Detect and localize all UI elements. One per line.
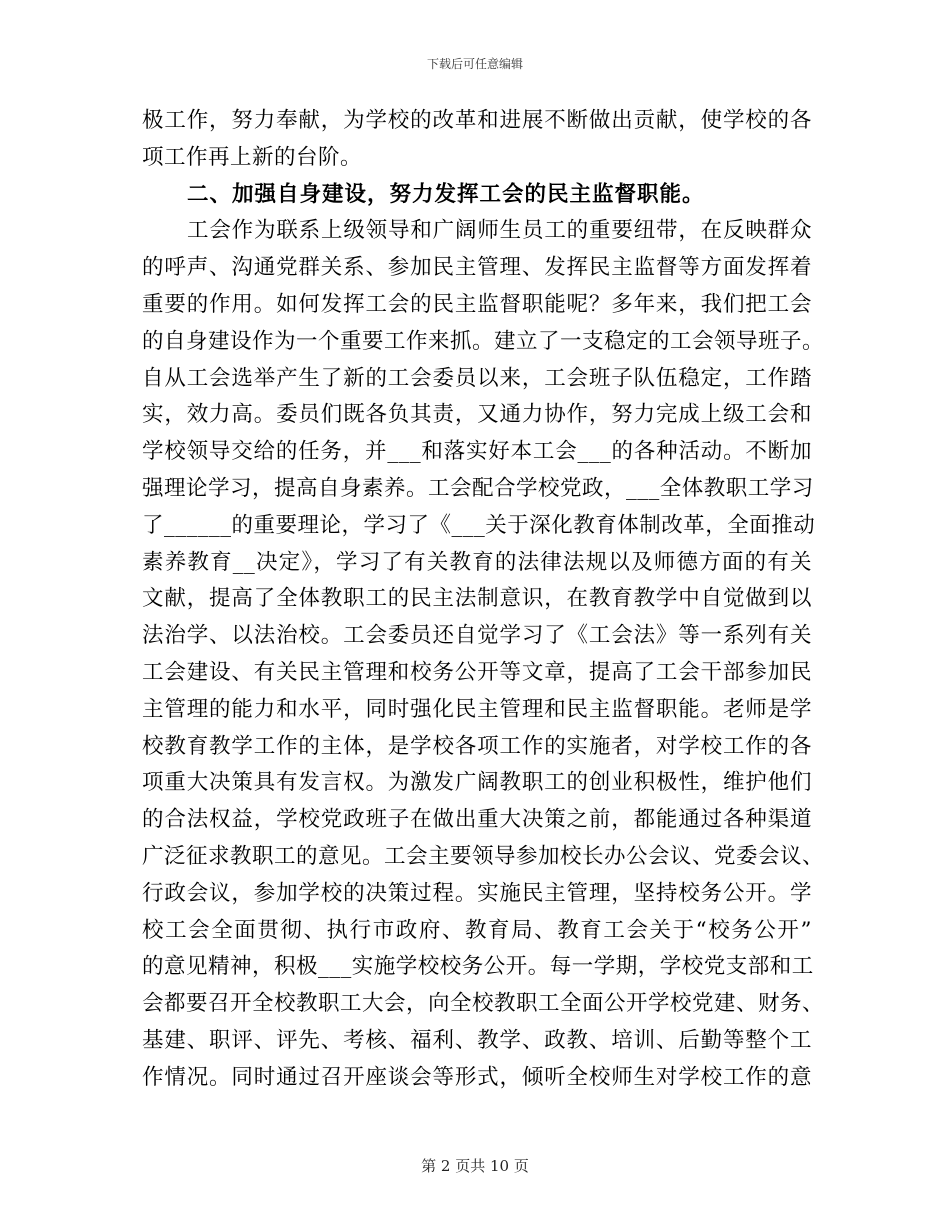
paragraph-line: 的自身建设作为一个重要工作来抓。建立了一支稳定的工会领导班子。	[142, 328, 825, 354]
paragraph-line: 行政会议，参加学校的决策过程。实施民主管理，坚持校务公开。学	[142, 880, 812, 906]
page-header: 下载后可任意编辑	[426, 57, 523, 71]
paragraph-line: 工会建设、有关民主管理和校务公开等文章，提高了工会干部参加民	[142, 659, 812, 685]
paragraph-line: 主管理的能力和水平，同时强化民主管理和民主监督职能。老师是学	[142, 696, 812, 722]
paragraph-line: 素养教育__决定》，学习了有关教育的法律法规以及师德方面的有关	[142, 549, 812, 575]
paragraph-line: 校教育教学工作的主体，是学校各项工作的实施者，对学校工作的各	[142, 733, 812, 759]
paragraph-line: 广泛征求教职工的意见。工会主要领导参加校长办公会议、党委会议、	[142, 843, 825, 869]
paragraph-line: 的呼声、沟通党群关系、参加民主管理、发挥民主监督等方面发挥着	[142, 255, 812, 281]
paragraph-line: 文献，提高了全体教职工的民主法制意识，在教育教学中自觉做到以	[142, 586, 812, 612]
paragraph-line: 校工会全面贯彻、执行市政府、教育局、教育工会关于“校务公开”	[142, 917, 812, 943]
continuation-line: 项工作再上新的台阶。	[142, 144, 363, 170]
paragraph-line: 作情况。同时通过召开座谈会等形式，倾听全校师生对学校工作的意	[142, 1064, 812, 1090]
section-heading: 二、加强自身建设，努力发挥工会的民主监督职能。	[187, 181, 705, 207]
paragraph-line: 实，效力高。委员们既各负其责，又通力协作，努力完成上级工会和	[142, 402, 812, 428]
paragraph-line: 重要的作用。如何发挥工会的民主监督职能呢？多年来，我们把工会	[142, 291, 812, 317]
continuation-line: 极工作，努力奉献，为学校的改革和进展不断做出贡献，使学校的各	[142, 108, 812, 133]
paragraph-line: 的合法权益，学校党政班子在做出重大决策之前，都能通过各种渠道	[142, 807, 812, 833]
paragraph-line: 了______的重要理论，学习了《___关于深化教育体制改革，全面推动	[142, 512, 816, 538]
paragraph-line: 自从工会选举产生了新的工会委员以来，工会班子队伍稳定，工作踏	[142, 365, 812, 391]
paragraph-line: 会都要召开全校教职工大会，向全校教职工全面公开学校党建、财务、	[142, 991, 825, 1017]
paragraph-line: 的意见精神，积极___实施学校校务公开。每一学期，学校党支部和工	[142, 954, 814, 980]
page-footer: 第 2 页共 10 页	[421, 1157, 529, 1175]
document-body	[142, 103, 825, 1097]
paragraph-line: 工会作为联系上级领导和广阔师生员工的重要纽带，在反映群众	[187, 218, 812, 244]
paragraph-line: 项重大决策具有发言权。为激发广阔教职工的创业积极性，维护他们	[142, 770, 812, 796]
paragraph-line: 法治学、以法治校。工会委员还自觉学习了《工会法》等一系列有关	[142, 623, 812, 649]
paragraph-line: 基建、职评、评先、考核、福利、教学、政教、培训、后勤等整个工	[142, 1027, 812, 1053]
paragraph-line: 强理论学习，提高自身素养。工会配合学校党政，___全体教职工学习	[142, 475, 814, 501]
paragraph-line: 学校领导交给的任务，并___和落实好本工会___的各种活动。不断加	[142, 439, 812, 465]
